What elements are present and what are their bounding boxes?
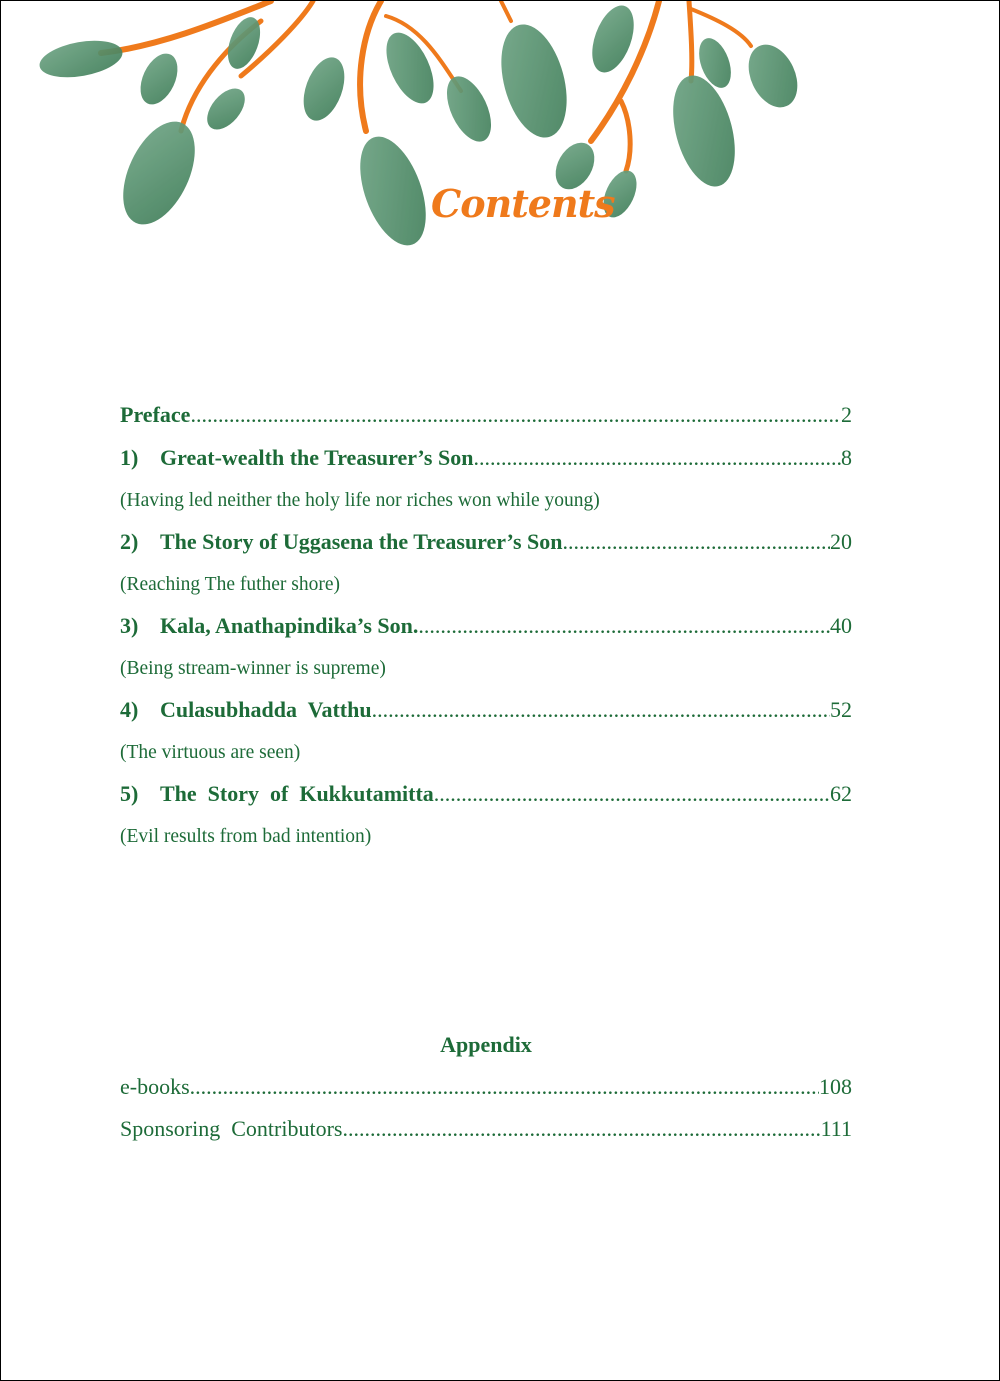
toc-entry-number: 3) bbox=[120, 613, 139, 638]
appendix-entry[interactable] bbox=[120, 1074, 852, 1100]
appendix-entry-page: 108 bbox=[819, 1074, 852, 1099]
appendix-entry-page: 111 bbox=[820, 1116, 852, 1141]
appendix-entry-label: e-books bbox=[120, 1074, 190, 1099]
toc-entry-title: The Story of Kukkutamitta bbox=[160, 781, 434, 806]
toc-entry-title: The Story of Uggasena the Treasurer’s Son bbox=[160, 529, 563, 554]
toc-entry-subtitle: (The virtuous are seen) bbox=[120, 742, 301, 763]
toc-entry-page: 52 bbox=[830, 697, 852, 722]
toc-entry-page: 8 bbox=[841, 445, 852, 470]
toc-entry-subtitle: (Having led neither the holy life nor riches won while young) bbox=[120, 490, 600, 511]
toc-entry-label: Preface bbox=[120, 402, 191, 427]
toc-entry-label bbox=[120, 613, 418, 639]
toc-entry-title: Great-wealth the Treasurer’s Son bbox=[160, 445, 474, 470]
leader-dots bbox=[190, 402, 841, 428]
toc-entry-title: Culasubhadda Vatthu bbox=[160, 697, 372, 722]
leader-dots bbox=[434, 781, 830, 807]
toc-entry-title: Kala, Anathapindika’s Son. bbox=[160, 613, 419, 638]
toc-entry-number: 2) bbox=[120, 529, 139, 554]
toc-entry-number: 4) bbox=[120, 697, 139, 722]
toc-entry-label bbox=[120, 781, 434, 807]
toc-entry[interactable] bbox=[120, 445, 852, 471]
toc-entry-preface[interactable] bbox=[120, 402, 852, 428]
toc-entry-label bbox=[120, 445, 473, 471]
toc-entry[interactable] bbox=[120, 697, 852, 723]
toc-entry-subtitle: (Evil results from bad intention) bbox=[120, 826, 372, 847]
leader-dots bbox=[473, 445, 841, 471]
toc-entry[interactable] bbox=[120, 781, 852, 807]
toc-entry-page: 2 bbox=[841, 402, 852, 427]
toc-entry-label bbox=[120, 529, 563, 555]
toc-entry-label bbox=[120, 697, 372, 723]
toc-entry-page: 20 bbox=[830, 529, 852, 554]
leader-dots bbox=[190, 1074, 819, 1100]
toc-entry[interactable] bbox=[120, 613, 852, 639]
toc-entry[interactable] bbox=[120, 529, 852, 555]
leader-dots bbox=[418, 613, 830, 639]
toc-entry-number: 5) bbox=[120, 781, 139, 806]
leader-dots bbox=[372, 697, 830, 723]
appendix-heading: Appendix bbox=[440, 1032, 532, 1057]
page-title: Contents bbox=[431, 181, 615, 226]
appendix-entry[interactable] bbox=[120, 1116, 852, 1142]
toc-entry-page: 62 bbox=[830, 781, 852, 806]
leader-dots bbox=[342, 1116, 820, 1142]
toc-entry-subtitle: (Reaching The futher shore) bbox=[120, 574, 341, 595]
leader-dots bbox=[563, 529, 830, 555]
toc-entry-number: 1) bbox=[120, 445, 139, 470]
toc-entry-subtitle: (Being stream-winner is supreme) bbox=[120, 658, 386, 679]
toc-entry-page: 40 bbox=[830, 613, 852, 638]
appendix-entry-label: Sponsoring Contributors bbox=[120, 1116, 343, 1141]
